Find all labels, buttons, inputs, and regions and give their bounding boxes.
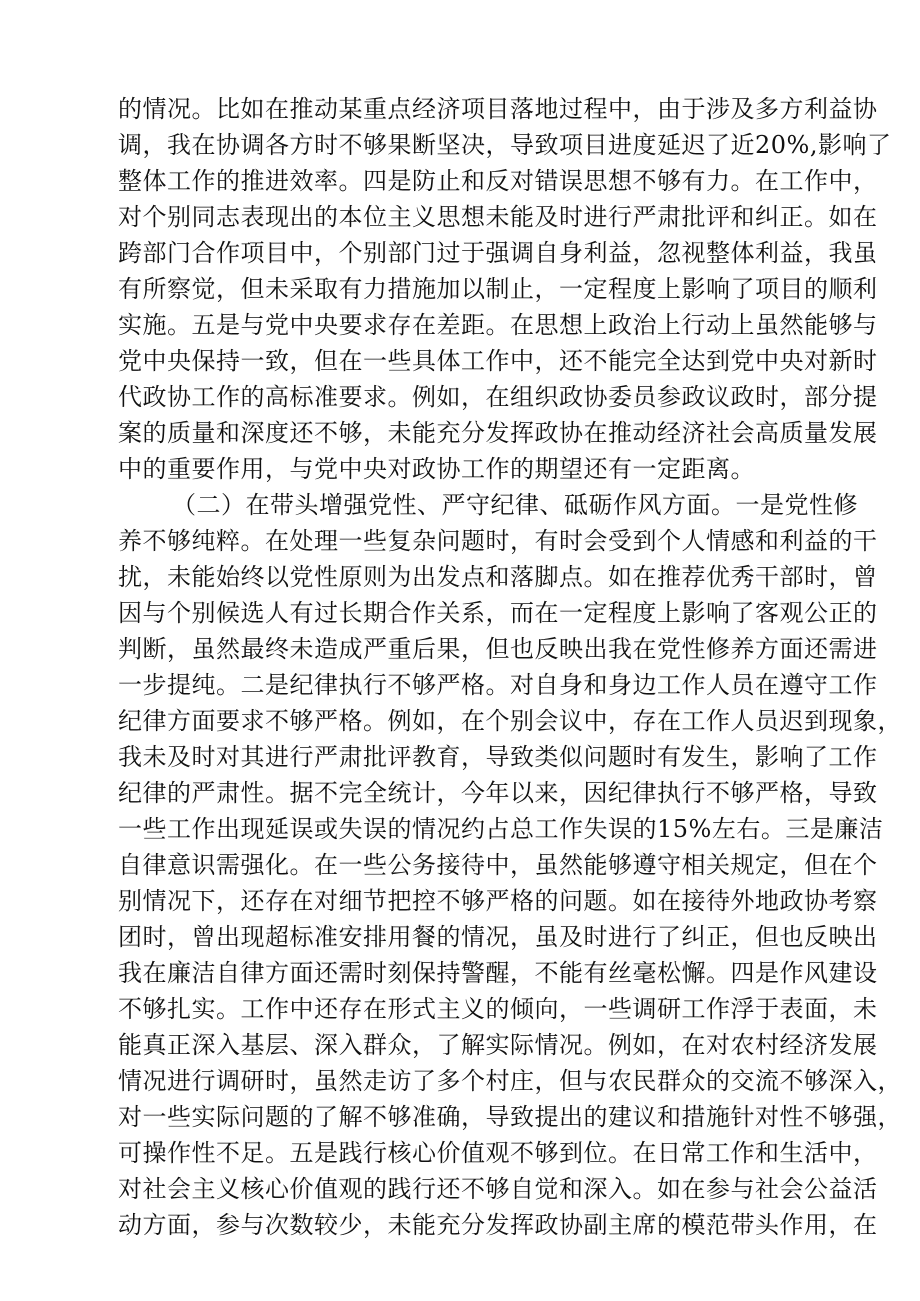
text-line: 团时，曾出现超标准安排用餐的情况，虽及时进行了纠正，但也反映出 (118, 923, 878, 951)
text-line: 对个别同志表现出的本位主义思想未能及时进行严肃批评和纠正。如在 (118, 203, 878, 231)
text-line: 别情况下，还存在对细节把控不够严格的问题。如在接待外地政协考察 (118, 887, 878, 915)
text-line: 判断，虽然最终未造成严重后果，但也反映出我在党性修养方面还需进 (118, 635, 878, 663)
text-line: 对一些实际问题的了解不够准确，导致提出的建议和措施针对性不够强， (118, 1103, 902, 1131)
text-line: 能真正深入基层、深入群众，了解实际情况。例如，在对农村经济发展 (118, 1031, 878, 1059)
text-line: 代政协工作的高标准要求。例如，在组织政协委员参政议政时，部分提 (118, 383, 878, 411)
text-line: 的情况。比如在推动某重点经济项目落地过程中，由于涉及多方利益协 (118, 95, 878, 123)
text-line: 一步提纯。二是纪律执行不够严格。对自身和身边工作人员在遵守工作 (118, 671, 878, 699)
text-line: 纪律的严肃性。据不完全统计，今年以来，因纪律执行不够严格，导致 (118, 779, 878, 807)
text-line: 有所察觉，但未采取有力措施加以制止，一定程度上影响了项目的顺利 (118, 275, 878, 303)
text-line: 可操作性不足。五是践行核心价值观不够到位。在日常工作和生活中， (118, 1139, 878, 1167)
text-line: 整体工作的推进效率。四是防止和反对错误思想不够有力。在工作中， (118, 167, 878, 195)
text-line: 对社会主义核心价值观的践行还不够自觉和深入。如在参与社会公益活 (118, 1175, 878, 1203)
text-line: 情况进行调研时，虽然走访了多个村庄，但与农民群众的交流不够深入， (118, 1067, 902, 1095)
text-line: 动方面，参与次数较少，未能充分发挥政协副主席的模范带头作用，在 (118, 1211, 878, 1239)
text-line: 跨部门合作项目中，个别部门过于强调自身利益，忽视整体利益，我虽 (118, 239, 878, 267)
text-line: 党中央保持一致，但在一些具体工作中，还不能完全达到党中央对新时 (118, 347, 878, 375)
section-heading-line: （二）在带头增强党性、严守纪律、砥砺作风方面。一是党性修 (172, 491, 858, 519)
text-line: 纪律方面要求不够严格。例如，在个别会议中，存在工作人员迟到现象， (118, 707, 902, 735)
text-line: 我未及时对其进行严肃批评教育，导致类似问题时有发生，影响了工作 (118, 743, 878, 771)
text-line: 调，我在协调各方时不够果断坚决，导致项目进度延迟了近20%,影响了 (118, 131, 892, 159)
text-line: 自律意识需强化。在一些公务接待中，虽然能够遵守相关规定，但在个 (118, 851, 878, 879)
text-line: 扰，未能始终以党性原则为出发点和落脚点。如在推荐优秀干部时，曾 (118, 563, 878, 591)
text-line: 不够扎实。工作中还存在形式主义的倾向，一些调研工作浮于表面，未 (118, 995, 878, 1023)
body-text (118, 91, 902, 1243)
text-line: 养不够纯粹。在处理一些复杂问题时，有时会受到个人情感和利益的干 (118, 527, 878, 555)
text-line: 我在廉洁自律方面还需时刻保持警醒，不能有丝毫松懈。四是作风建设 (118, 959, 878, 987)
paragraph-last-line: 中的重要作用，与党中央对政协工作的期望还有一定距离。 (118, 455, 755, 483)
text-line: 因与个别候选人有过长期合作关系，而在一定程度上影响了客观公正的 (118, 599, 878, 627)
text-line: 实施。五是与党中央要求存在差距。在思想上政治上行动上虽然能够与 (118, 311, 878, 339)
text-line: 案的质量和深度还不够，未能充分发挥政协在推动经济社会高质量发展 (118, 419, 878, 447)
text-line: 一些工作出现延误或失误的情况约占总工作失误的15%左右。三是廉洁 (118, 815, 884, 843)
